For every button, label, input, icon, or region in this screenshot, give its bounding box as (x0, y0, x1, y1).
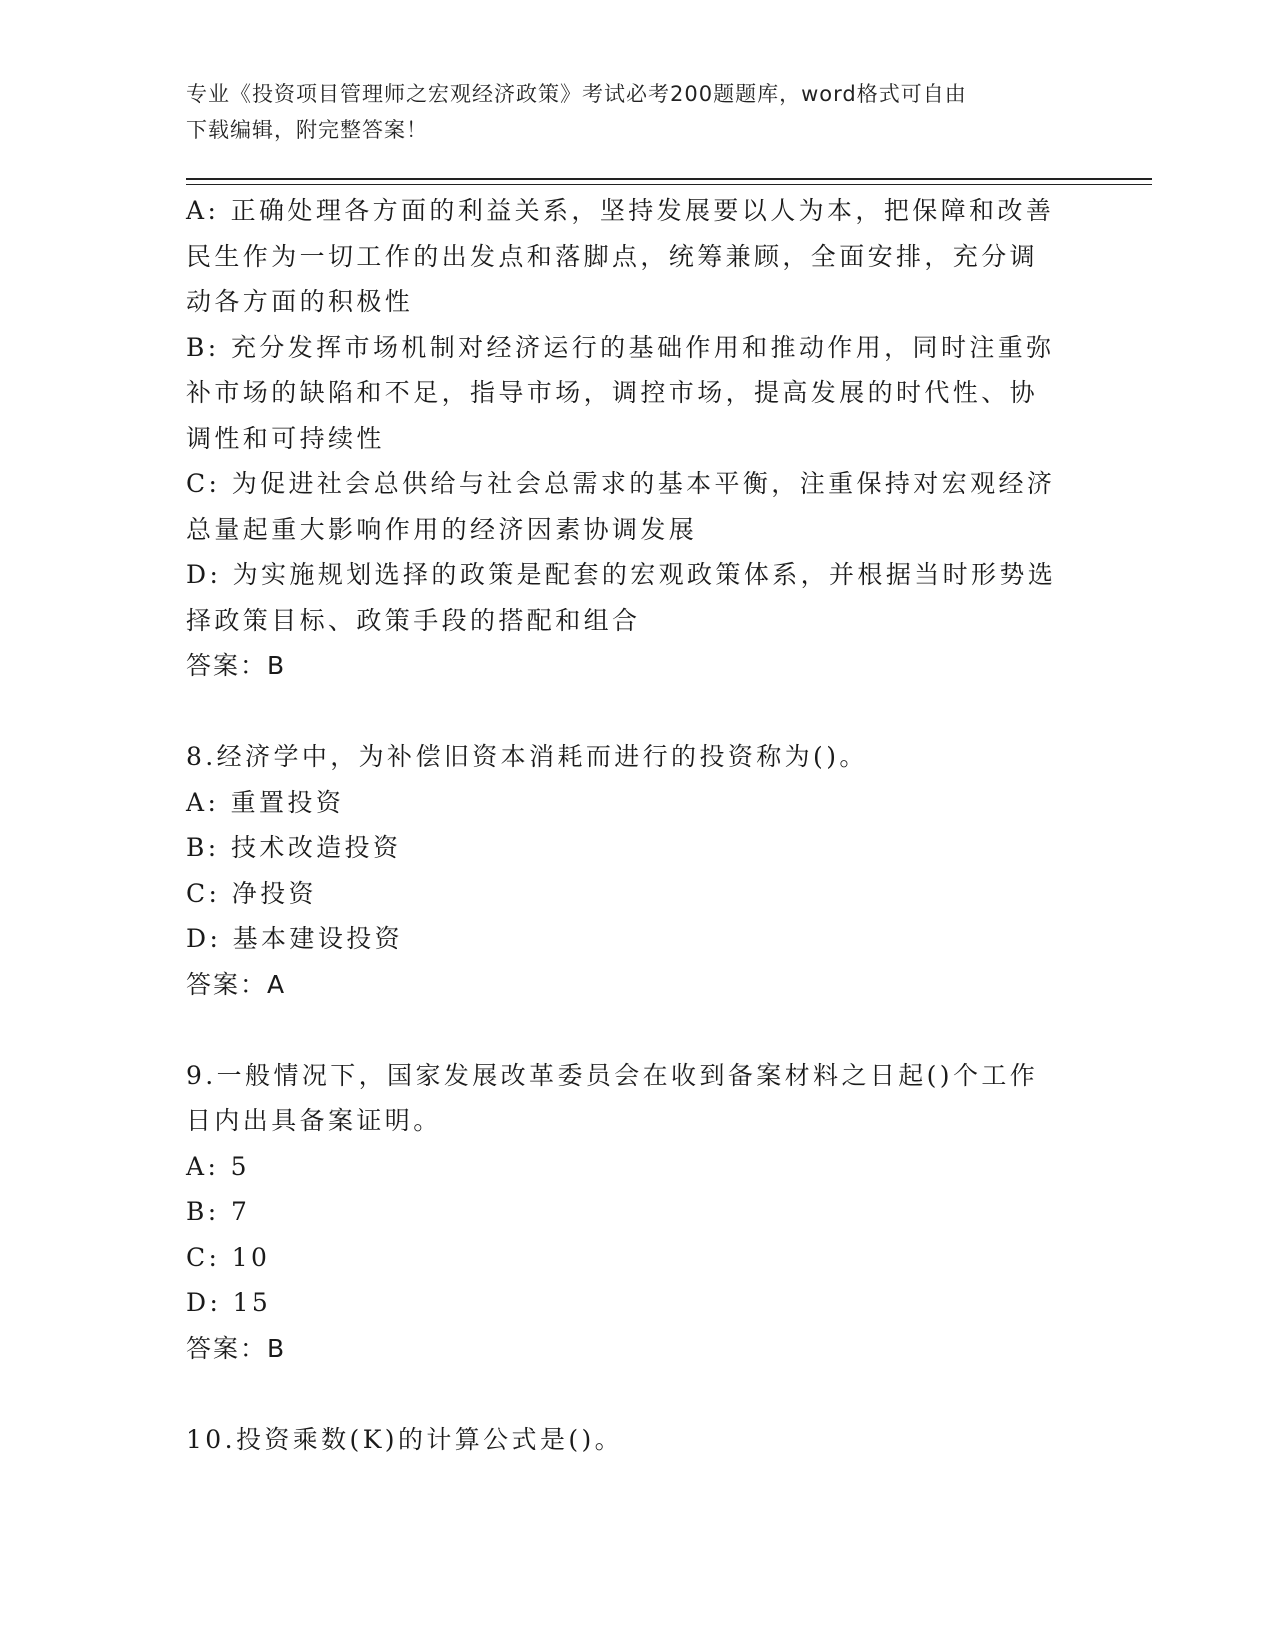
option-text-line: 民生作为一切工作的出发点和落脚点，统筹兼顾，全面安排，充分调 (186, 241, 1039, 271)
header-divider-thin (186, 184, 1152, 185)
option-a: A: 5 (186, 1151, 250, 1181)
document-header (186, 76, 1066, 148)
option-d: D: 基本建设投资 (186, 924, 404, 953)
header-line-2: 下载编辑，附完整答案！ (186, 118, 428, 142)
question-list (186, 188, 1076, 1462)
option-c: C: 10 (186, 1242, 271, 1272)
option-text-line: 调性和可持续性 (186, 423, 385, 453)
option-d (186, 552, 1076, 643)
option-c (186, 461, 1076, 552)
question-9 (186, 1053, 1076, 1372)
question-text: 日内出具备案证明。 (186, 1106, 442, 1135)
option-b: B: 技术改造投资 (186, 833, 402, 862)
question-8 (186, 734, 1076, 1007)
option-text-line: B: 充分发挥市场机制对经济运行的基础作用和推动作用，同时注重弥 (186, 332, 1055, 362)
spacer (186, 1007, 1076, 1053)
answer-label: 答案：B (186, 1333, 287, 1363)
option-a (186, 188, 1076, 325)
answer-label: 答案：B (186, 651, 287, 680)
answer-label: 答案：A (186, 969, 287, 999)
option-d: D: 15 (186, 1288, 272, 1317)
spacer (186, 689, 1076, 735)
option-text-line: C: 为促进社会总供给与社会总需求的基本平衡，注重保持对宏观经济 (186, 469, 1056, 498)
header-divider-thick (186, 178, 1152, 180)
option-text-line: 动各方面的积极性 (186, 287, 414, 316)
spacer (186, 1371, 1076, 1417)
option-text-line: D: 为实施规划选择的政策是配套的宏观政策体系，并根据当时形势选 (186, 560, 1057, 589)
option-b: B: 7 (186, 1197, 251, 1226)
question-10 (186, 1417, 1076, 1463)
question-7 (186, 188, 1076, 689)
option-text-line: 择政策目标、政策手段的搭配和组合 (186, 605, 641, 635)
option-text-line: A: 正确处理各方面的利益关系，坚持发展要以人为本，把保障和改善 (186, 196, 1055, 225)
question-text: 8.经济学中，为补偿旧资本消耗而进行的投资称为()。 (186, 742, 868, 771)
option-a: A: 重置投资 (186, 787, 345, 817)
option-text-line: 补市场的缺陷和不足，指导市场，调控市场，提高发展的时代性、协 (186, 378, 1039, 407)
option-text-line: 总量起重大影响作用的经济因素协调发展 (186, 514, 698, 544)
question-text: 9.一般情况下，国家发展改革委员会在收到备案材料之日起()个工作 (186, 1060, 1039, 1090)
header-line-1: 专业《投资项目管理师之宏观经济政策》考试必考200题题库，word格式可自由 (186, 82, 967, 106)
option-b (186, 325, 1076, 462)
question-text: 10.投资乘数(K)的计算公式是()。 (186, 1424, 624, 1454)
option-c: C: 净投资 (186, 878, 317, 908)
